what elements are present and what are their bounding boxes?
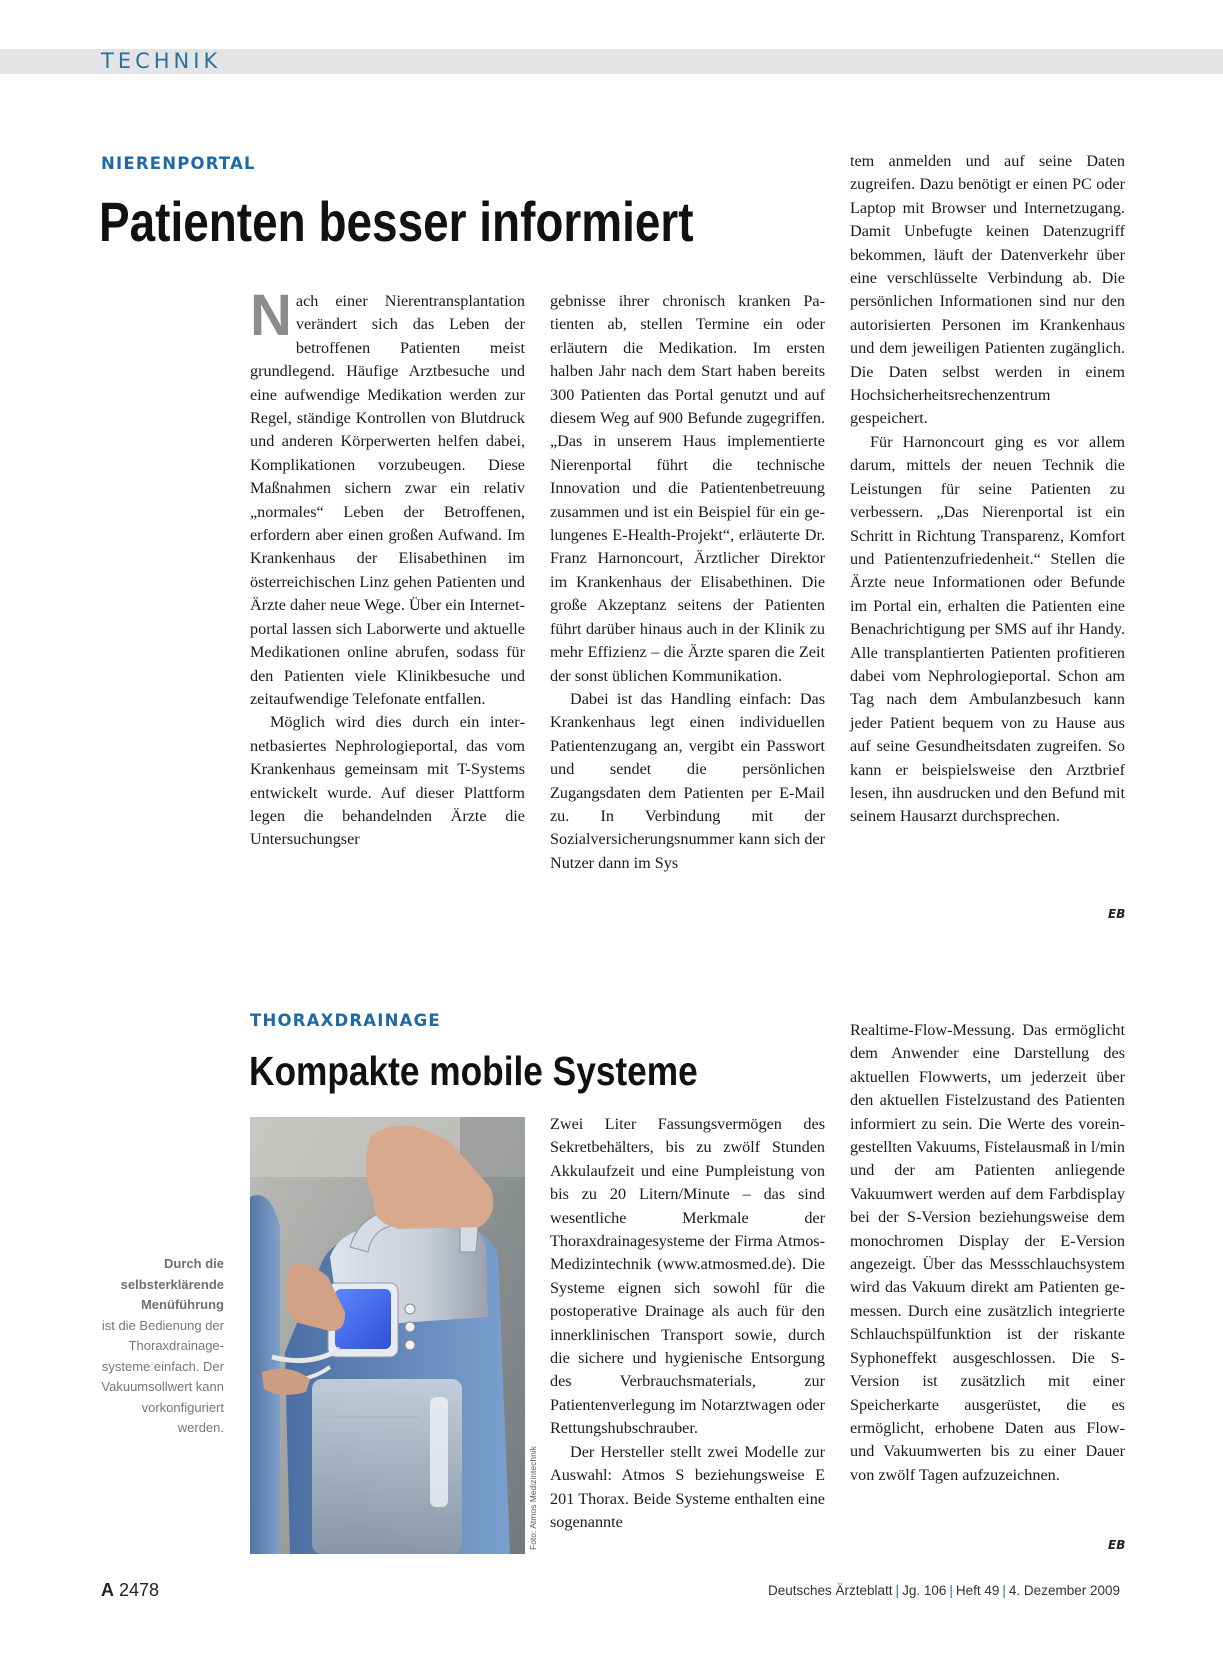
drainage-device-illustration [250, 1117, 525, 1554]
page-prefix: A [101, 1580, 114, 1600]
caption-text: ist die Bedienung der Thoraxdrainagesysteme einfach. Der Vakuumsollwert kann vorkonfiguriert werden. [101, 1317, 224, 1435]
device-photo [250, 1117, 525, 1554]
caption-lead: Durch die selbsterklärende Menüführung [120, 1256, 224, 1312]
journal-issue: Heft 49 [955, 1583, 1000, 1598]
article1-paragraph [250, 283, 525, 711]
article2-column-2 [550, 1113, 825, 1534]
photo-credit: Foto: Atmos Medizintechnik [528, 1446, 538, 1550]
page-number [101, 1580, 159, 1601]
article2-col3-p1: Realtime-Flow-Messung. Das ermöglicht dem Anwender eine Darstellung des aktuellen Flowwerts, um jederzeit über den aktuellen Fistelzustand des Patienten informiert zu sein. Die Werte des voreingestellten Vakuums, Fistelausmaß in l/min und der am Patienten anliegende Vakuumwert werden auf dem Farbdisplay bei der S-Version beziehungsweise dem monochromen Display der E-Version angezeigt. Über das Messschlauchsystem wird das Vakuum direkt am Patienten gemessen. Durch eine zusätzlich integrierte Schlauchspülfunktion ist der riskante Syphoneffekt ausgeschlossen. Die S-Version ist zusätzlich mit einer Speicherkarte ausgerüstet, die es ermöglicht, erhobene Daten aus Flow- und Vakuumwerten bis zu einer Dauer von zwölf Tagen aufzuzeichnen. [850, 1021, 1125, 1484]
journal-date: 4. Dezember 2009 [1008, 1583, 1120, 1598]
article2-col2-p1: Zwei Liter Fassungsvermögen des Sekretbehälters, bis zu zwölf Stunden Akkulaufzeit und eine Pumpleistung von bis zu 20 Litern/Minute – das sind wesentliche Merkmale der Thoraxdrainagesysteme der Firma Atmos-Medizintechnik (www.atmosmed.de). Die Systeme eignen sich sowohl für die postoperative Drainage als auch für den innerklinischen Transport sowie, durch die sichere und hygienische Entsorgung des Verbrauchsmaterials, zur Patientenverlegung im Notarztwagen oder Rettungshubschrauber. [550, 1115, 825, 1438]
footer-journal-info [768, 1583, 1120, 1598]
article1-col2-p2: Dabei ist das Handling einfach: Das Krankenhaus legt einen individuellen Patientenzugang an, vergibt ein Passwort und sendet die persönlichen Zugangsdaten dem Patienten per E-Mail zu. In Verbindung mit der Sozialversicherungsnummer kann sich der Nutzer dann im Sys [550, 689, 825, 872]
article1-column-3 [850, 150, 1125, 829]
article1-col2-p1: gebnisse ihrer chronisch kranken Patienten ab, stellen Termine ein oder erläutern die Medikation. Im ersten halben Jahr nach dem Start haben bereits 300 Patienten das Portal genutzt und auf diesem Weg auf 900 Befunde zugegriffen. „Das in unserem Haus implementierte Nierenportal führt die technische Innovation und die Patientenbetreuung zusammen und ist ein Beispiel für ein gelungenes E-Health-Projekt“, erläuterte Dr. Franz Harnoncourt, Ärztlicher Direktor im Krankenhaus der Elisabethinen. Die große Akzeptanz seitens der Patienten führt darüber hinaus auch in der Klinik zu mehr Effizienz – die Ärzte sparen die Zeit der sonst üblichen Kommunikation. [550, 292, 825, 685]
journal-name: Deutsches Ärzteblatt [767, 1583, 893, 1598]
drop-cap: N [250, 283, 292, 348]
separator: | [895, 1583, 900, 1598]
article1-column-2 [550, 290, 825, 875]
page-number-value: 2478 [119, 1580, 160, 1600]
article2-headline: Kompakte mobile Systeme [249, 1048, 698, 1094]
article2-column-3 [850, 1019, 1125, 1487]
article1-col1-p2: Möglich wird dies durch ein internetbasiertes Nephrologieportal, das vom Krankenhaus gemeinsam mit T-Systems entwickelt wurde. Auf dieser Plattform legen die behandelnden Ärzte die Untersuchungser [250, 713, 525, 849]
section-label: TECHNIK [101, 49, 222, 73]
journal-volume: Jg. 106 [902, 1583, 947, 1598]
article1-col1-p1: ach einer Nierentransplantation verändert sich das Leben der betroffenen Patienten meist grundlegend. Häufige Arztbesuche und eine aufwendige Medikation werden zur Regel, ständige Kontrollen von Blutdruck und anderen Körperwerten helfen dabei, Komplikationen vorzubeugen. Diese Maßnahmen sichern zwar ein relativ „normales“ Leben der Betroffenen, erfordern aber einen großen Aufwand. Im Krankenhaus der Elisabethinen im österreichischen Linz gehen Patienten und Ärzte daher neue Wege. Über ein Internetportal lassen sich Laborwerte und aktuelle Medikationen online abrufen, sodass für den Patienten viele Klinikbesuche und zeitaufwendige Telefonate entfallen. [250, 292, 525, 708]
article1-col3-p1: tem anmelden und auf seine Daten zugreifen. Dazu benötigt er einen PC oder Laptop mit Browser und Internetzugang. Damit Unbefugte keinen Datenzugriff bekommen, läuft der Datenverkehr über eine verschlüsselte Verbindung ab. Die persönlichen Informationen sind nur den autorisierten Personen im Krankenhaus und dem jeweiligen Patienten zugänglich. Die Daten selbst werden in einem Hochsicherheitsrechenzentrum gespeichert. [850, 152, 1125, 428]
separator: | [1002, 1583, 1006, 1598]
article1-headline: Patienten besser informiert [99, 190, 694, 253]
article2-col2-p2: Der Hersteller stellt zwei Modelle zur Auswahl: Atmos S beziehungsweise E 201 Thorax. Beide Systeme enthalten eine sogenannte [550, 1442, 825, 1531]
article1-col3-p2: Für Harnoncourt ging es vor allem darum, mittels der neuen Technik die Leistungen für seine Patienten zu verbessern. „Das Nierenportal ist ein Schritt in Richtung Transparenz, Komfort und Patientenzufriedenheit.“ Stellen die Ärzte neue Informationen oder Befunde im Portal ein, erhalten die Patienten eine Benachrichtigung per SMS auf ihr Handy. Alle transplantierten Patienten profitieren dabei vom Nephrologieportal. Schon am Tag nach dem Ambulanzbesuch kann jeder Patient bequem von zu Hause aus auf seine Gesundheitsdaten zugreifen. So kann er beispielsweise den Arztbrief lesen, ihn ausdrucken und den Befund mit seinem Hausarzt durchsprechen. [850, 432, 1125, 826]
article2-kicker: THORAXDRAINAGE [250, 1011, 441, 1030]
separator: | [949, 1583, 953, 1598]
article1-kicker: NIERENPORTAL [101, 154, 256, 173]
article2-signature: EB [1108, 1538, 1126, 1552]
photo-caption [96, 1254, 224, 1439]
article1-column-1 [250, 283, 525, 852]
article1-signature: EB [1108, 907, 1126, 921]
